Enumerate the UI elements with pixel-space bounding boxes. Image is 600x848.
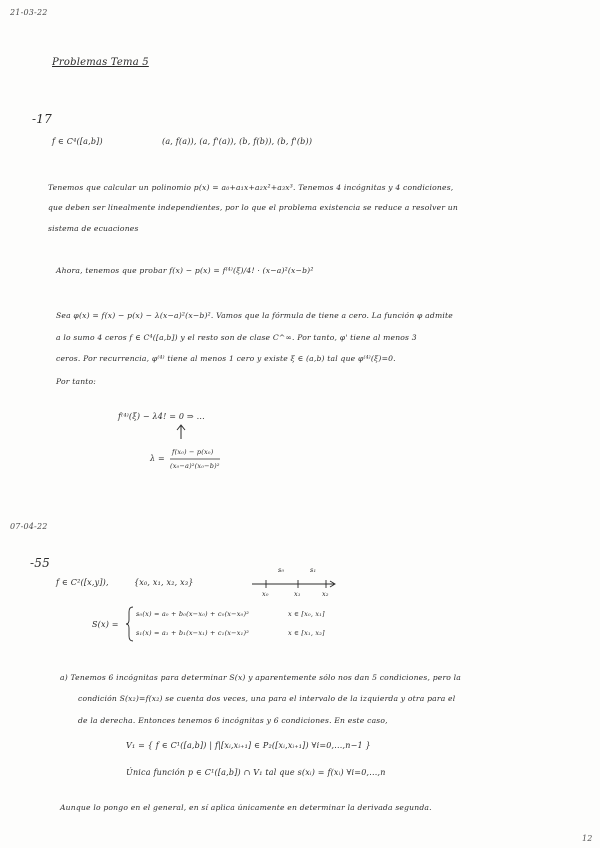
axis-label-s1: s₁ bbox=[310, 566, 317, 574]
space-definition: V₁ = { f ∈ C¹([a,b]) | f|[xᵢ,xᵢ₊₁] ∈ P₂([xᵢ,xᵢ₊₁]) ∀i=0,...,n−1 } bbox=[126, 741, 371, 750]
problem-17-derivative: f⁽⁴⁾(ξ) − λ4! = 0 ⇒ ... bbox=[118, 412, 205, 421]
page-title: Problemas Tema 5 bbox=[52, 57, 149, 68]
axis-label-s0: s₀ bbox=[278, 566, 285, 574]
problem-17-number: -17 bbox=[32, 112, 52, 126]
page-number: 12 bbox=[582, 834, 593, 843]
spline-label: S(x) = bbox=[92, 620, 119, 629]
axis-label-x0: x₀ bbox=[262, 590, 269, 598]
header-date: 21-03-22 bbox=[10, 8, 48, 17]
problem-17-sea-line: a lo sumo 4 ceros f ∈ C⁴([a,b]) y el resto son de clase C^∞. Por tanto, φ' tiene al menos 3 bbox=[56, 333, 417, 342]
up-arrow-icon bbox=[176, 424, 186, 440]
part-a-line: condición S(x₂)=f(x₂) se cuenta dos veces, una para el intervalo de la izquierda y otra para el bbox=[78, 694, 456, 703]
problem-17-conditions: (a, f(a)), (a, f'(a)), (b, f(b)), (b, f'(b)) bbox=[162, 137, 313, 146]
problem-55-partition: {x₀, x₁, x₂, x₃} bbox=[134, 578, 194, 587]
problem-17-sea-line: Por tanto: bbox=[56, 377, 97, 386]
fraction-bar bbox=[170, 458, 222, 460]
problem-17-text-line: sistema de ecuaciones bbox=[48, 224, 139, 233]
final-note: Aunque lo pongo en el general, en sí aplica únicamente en determinar la derivada segunda. bbox=[60, 803, 432, 812]
unique-function-line: Única función p ∈ C¹([a,b]) ∩ V₁ tal que s(xᵢ) = f(xᵢ) ∀i=0,...,n bbox=[126, 768, 386, 777]
problem-17-sea-line: ceros. Por recurrencia, φ⁽⁴⁾ tiene al menos 1 cero y existe ξ ∈ (a,b) tal que φ⁽⁴⁾(ξ)=0. bbox=[56, 354, 396, 363]
section-date: 07-04-22 bbox=[10, 522, 48, 531]
problem-55-number: -55 bbox=[30, 556, 50, 570]
problem-17-sea-line: Sea φ(x) = f(x) − p(x) − λ(x−a)²(x−b)². Vamos que la fórmula de tiene a cero. La función φ admite bbox=[56, 311, 453, 320]
part-a-line: a) Tenemos 6 incógnitas para determinar S(x) y aparentemente sólo nos dan 5 condiciones, pero la bbox=[60, 673, 462, 682]
left-brace bbox=[126, 606, 134, 642]
lambda-label: λ = bbox=[150, 454, 165, 463]
spline-piece-2-domain: x ∈ [x₁, x₂] bbox=[288, 629, 325, 637]
spline-piece-1: s₀(x) = a₀ + b₀(x−x₀) + c₀(x−x₀)² bbox=[136, 610, 250, 618]
problem-17-text-line: Tenemos que calcular un polinomio p(x) = a₀+a₁x+a₂x²+a₃x³. Tenemos 4 incógnitas y 4 condiciones, bbox=[48, 183, 454, 192]
problem-17-aim: Ahora, tenemos que probar f(x) − p(x) = f⁽⁴⁾(ξ)/4! · (x−a)²(x−b)² bbox=[56, 266, 314, 275]
lambda-numerator: f(x₀) − p(x₀) bbox=[172, 448, 214, 456]
lambda-denominator: (x₀−a)²(x₀−b)² bbox=[170, 462, 220, 470]
part-a-line: de la derecha. Entonces tenemos 6 incógnitas y 6 condiciones. En este caso, bbox=[78, 716, 388, 725]
axis-label-x2: x₂ bbox=[322, 590, 329, 598]
problem-17-given: f ∈ C⁴([a,b]) bbox=[52, 137, 103, 146]
spline-piece-1-domain: x ∈ [x₀, x₁] bbox=[288, 610, 325, 618]
spline-piece-2: s₁(x) = a₁ + b₁(x−x₁) + c₁(x−x₁)² bbox=[136, 629, 250, 637]
problem-55-given: f ∈ C²([x,y]), bbox=[56, 578, 109, 587]
axis-label-x1: x₁ bbox=[294, 590, 301, 598]
problem-17-text-line: que deben ser linealmente independientes, por lo que el problema existencia se reduce a resolver un bbox=[48, 203, 458, 212]
